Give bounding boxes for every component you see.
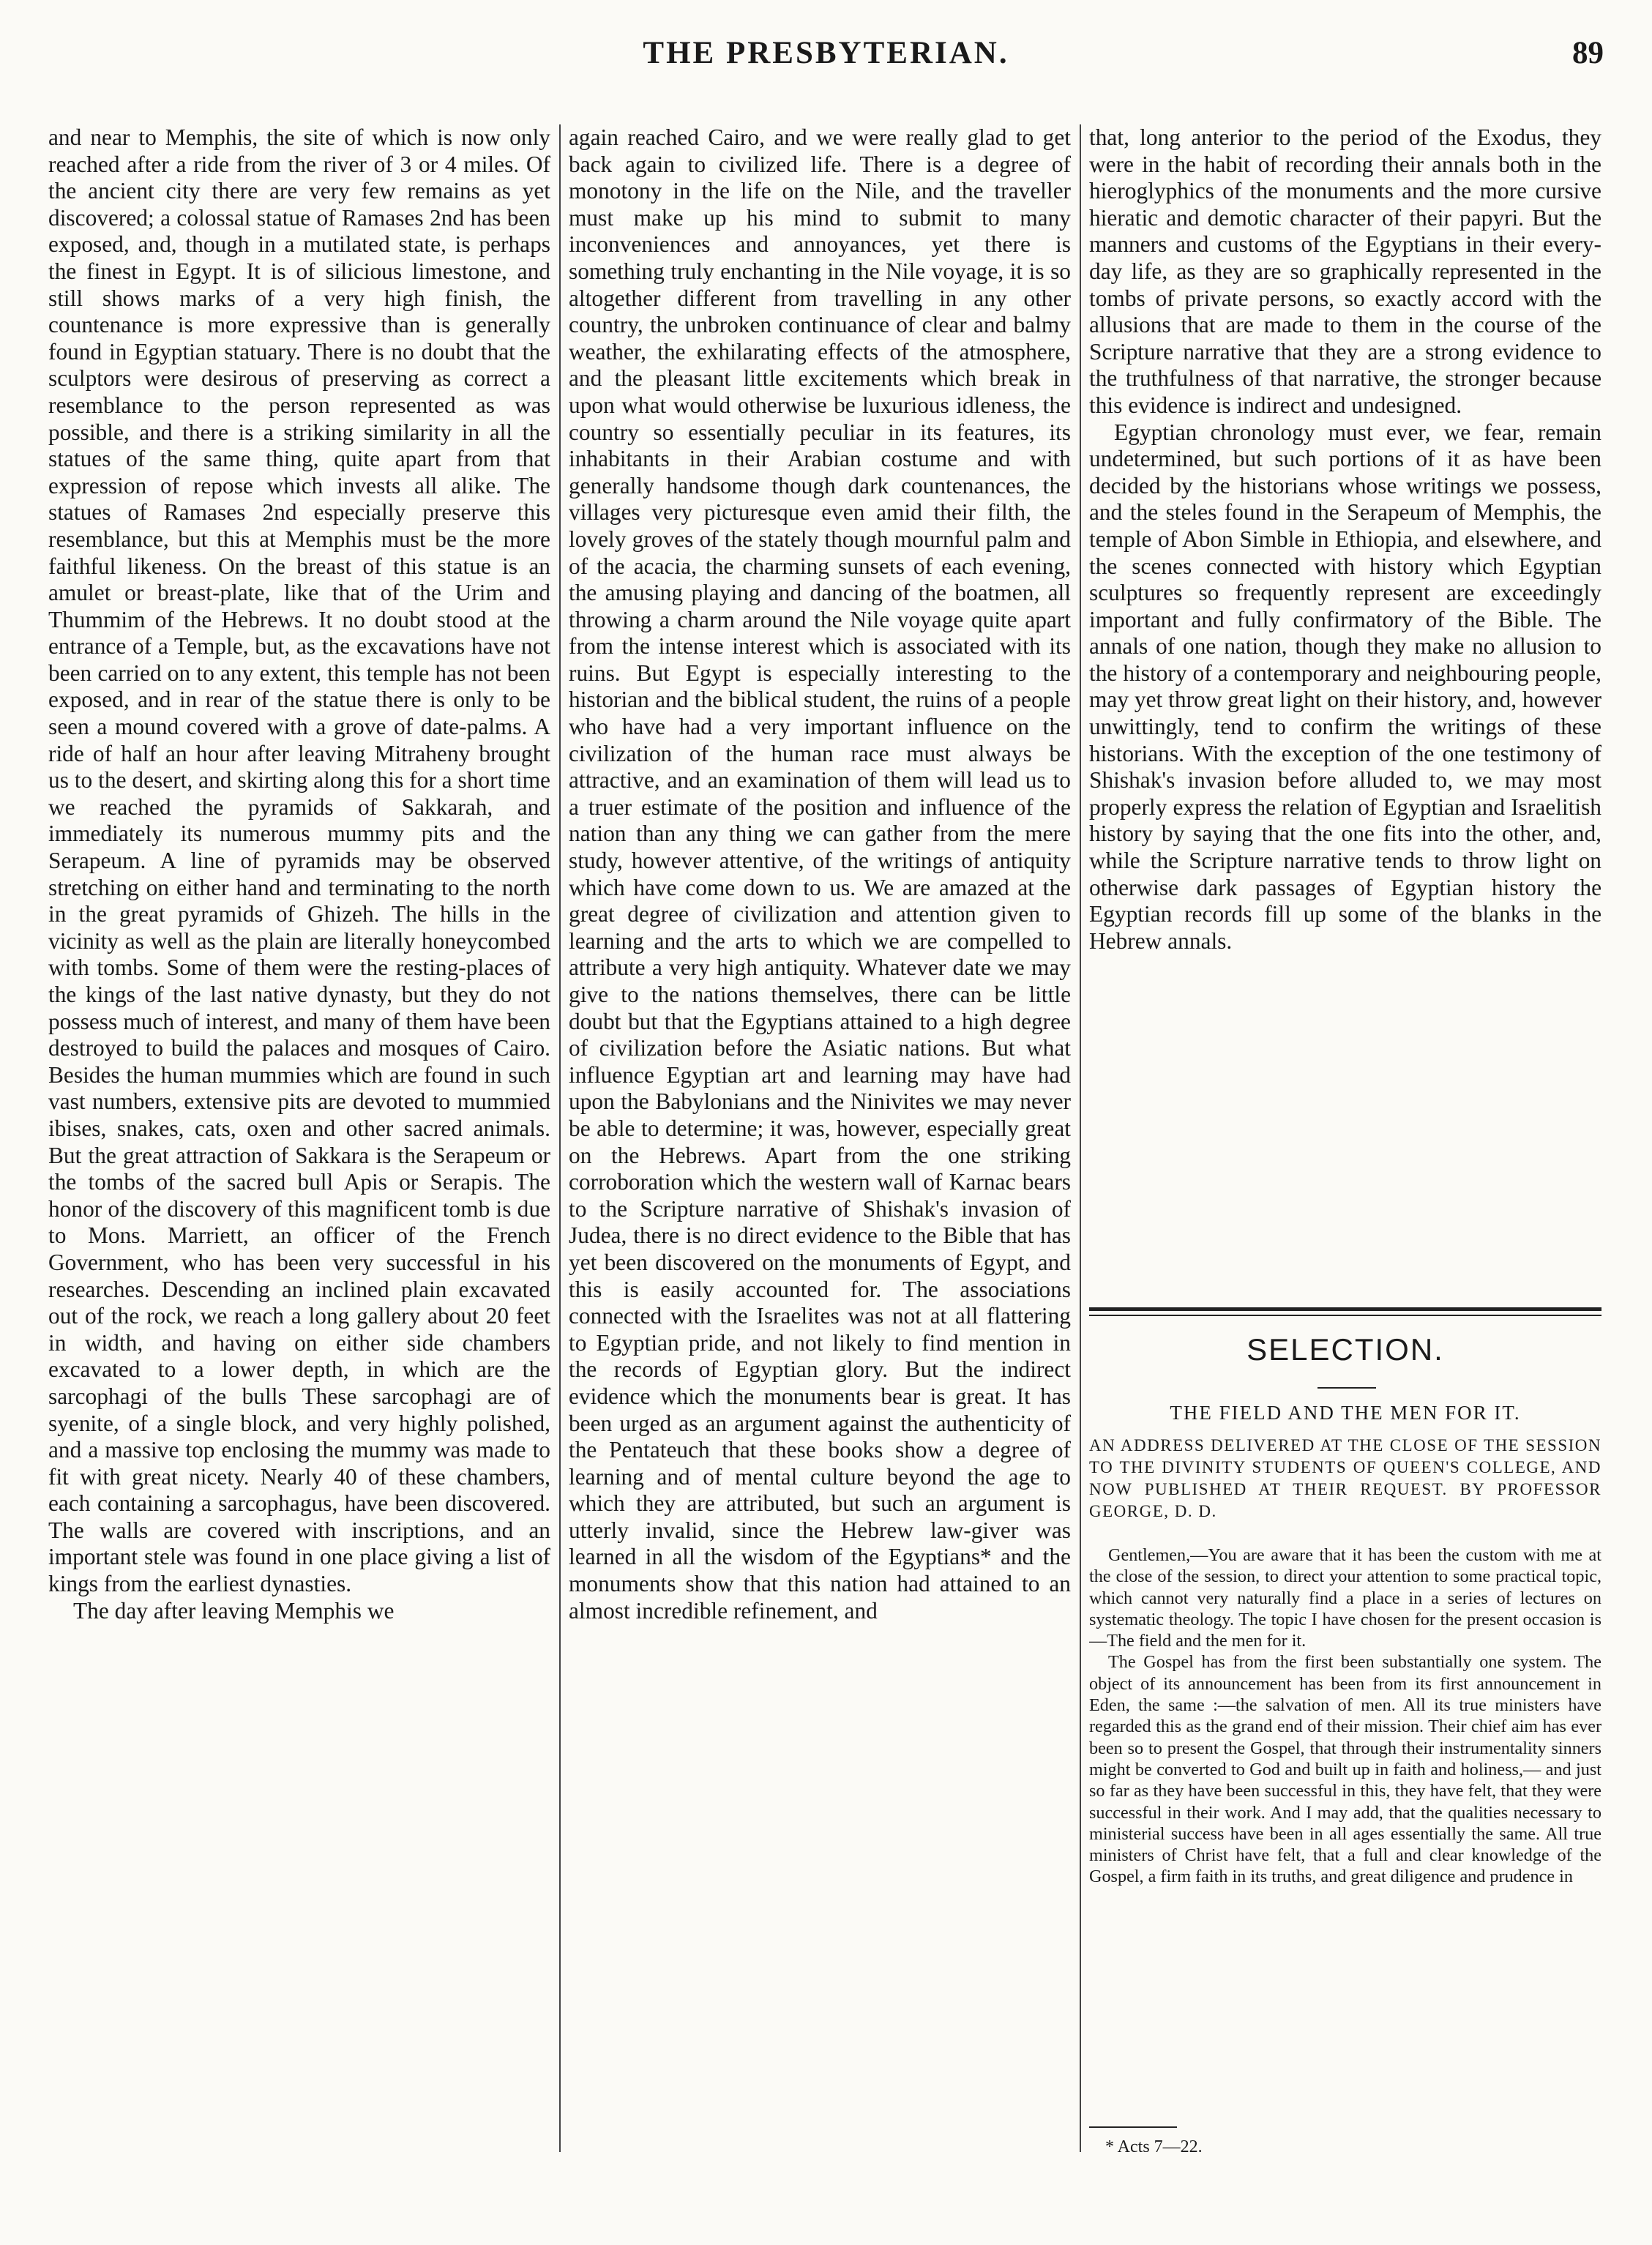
column-rule — [559, 124, 561, 2152]
column-1 — [48, 124, 550, 2174]
section-rule — [1089, 1307, 1601, 1311]
paragraph: The day after leaving Memphis we — [73, 1597, 395, 1624]
section-rule — [1089, 1315, 1601, 1316]
running-title: THE PRESBYTERIAN. — [643, 36, 1009, 70]
footnote-rule — [1089, 2126, 1177, 2128]
running-head — [0, 35, 1652, 86]
paragraph: and near to Memphis, the site of which is now only reached after a ride from the river of 3 or 4 miles. Of the ancient city there are very few remains as yet discovered; a colossal statue of Ramases 2nd has been exposed, and, though in a mutilated state, is perhaps the finest in Egypt. It is of silicious limestone, and still shows marks of a very high finish, the countenance is more expressive than is generally found in Egyptian statuary. There is no doubt that the sculptors were desirous of preserving as correct a resemblance to the person represented as was possible, and there is a striking similarity in all the statues of the same thing, quite apart from that expression of repose which invests all alike. The statues of Ramases 2nd especially preserve this resemblance, but this at Memphis must be the more faithful likeness. On the breast of this statue is an amulet or breast-plate, like that of the Urim and Thummim of the Hebrews. It no doubt stood at the entrance of a Temple, but, as the excavations have not been carried on to any extent, this temple has not been exposed, and in rear of the statue there is only to be seen a mound covered with a grove of date-palms. A ride of half an hour after leaving Mitraheny brought us to the desert, and skirting along this for a short time we reached the pyramids of Sakkarah, and immediately its numerous mummy pits and the Serapeum. A line of pyramids may be observed stretching on either hand and terminating to the north in the great pyramids of Ghizeh. The hills in the vicinity as well as the plain are literally honeycombed with tombs. Some of them were the resting-places of the kings of the last native dynasty, but they do not possess much of interest, and many of them have been destroyed to build the palaces and mosques of Cairo. Besides the human mummies which are found in such vast numbers, extensive pits are devoted to mummied ibises, snakes, cats, oxen and other sacred animals. But the great attraction of Sakkara is the Serapeum or the tombs of the sacred bull Apis or Serapis. The honor of the discovery of this magnificent tomb is due to Mons. Marriett, an officer of the French Government, who has been very successful in his researches. Descending an inclined plain excavated out of the rock, we reach a long gallery about 20 feet in width, and having on either side chambers excavated to a lower depth, in which are the sarcophagi of the bulls These sarcophagi are of syenite, of a single block, and very highly polished, and a massive top enclosing the mummy was made to fit with great nicety. Nearly 40 of these chambers, each containing a sarcophagus, have been discovered. The walls are covered with inscriptions, and an important stele was found in one place giving a list of kings from the earliest dynasties. — [48, 124, 550, 1597]
column-rule — [1080, 124, 1081, 2152]
footnote: * Acts 7—22. — [1105, 2137, 1203, 2156]
article-title: THE FIELD AND THE MEN FOR IT. — [1170, 1402, 1521, 1424]
paragraph: Gentlemen,—You are aware that it has been the custom with me at the close of the session, to direct your attention to some practical topic, which cannot very naturally find a place in a series of lectures on systematic theology. The topic I have chosen for the present occasion is —The field and the men for it. — [1089, 1545, 1601, 1651]
column-3 — [1089, 124, 1601, 1281]
paragraph: that, long anterior to the period of the Exodus, they were in the habit of recording their annals both in the hieroglyphics of the monuments and the more cursive hieratic and demotic character of their papyri. But the manners and customs of the Egyptians in their every-day life, as they are so graphically represented in the tombs of private persons, so exactly accord with the allusions that are made to them in the course of the Scripture narrative that they are a strong evidence to the truthfulness of that narrative, the stronger because this evidence is indirect and undesigned. — [1089, 124, 1601, 418]
article-byline: AN ADDRESS DELIVERED AT THE CLOSE OF THE SESSION TO THE DIVINITY STUDENTS OF QUEEN'S COLLEGE, AND NOW PUBLISHED AT THEIR REQUEST. BY PROFESSOR GEORGE, D. D. — [1089, 1436, 1601, 1520]
column-2 — [569, 124, 1071, 2174]
section-heading: SELECTION. — [1247, 1332, 1444, 1367]
paragraph: Egyptian chronology must ever, we fear, remain undetermined, but such portions of it as have been decided by the historians whose writings we possess, and the steles found in the Serapeum of Memphis, the temple of Abon Simble in Ethiopia, and elsewhere, and the scenes connected with history which Egyptian sculptures so frequently represent are exceedingly important and fully confirmatory of the Bible. The annals of one nation, though they make no allusion to the history of a contemporary and neighbouring people, may yet throw great light on their history, and, however unwittingly, tend to confirm the writings of these historians. With the exception of the one testimony of Shishak's invasion before alluded to, we may most properly express the relation of Egyptian and Israelitish history by saying that the one fits into the other, and, while the Scripture narrative tends to throw light on otherwise dark passages of Egyptian history the Egyptian records fill up some of the blanks in the Hebrew annals. — [1089, 419, 1601, 954]
paragraph: The Gospel has from the first been substantially one system. The object of its announcement has been from its first announcement in Eden, the same :—the salvation of men. All its true ministers have regarded this as the grand end of their mission. Their chief aim has ever been so to present the Gospel, that through their instrumentality sinners might be converted to God and built up in faith and holiness,— and just so far as they have been successful in this, they have felt, that they were successful in their work. And I may add, that the qualities necessary to ministerial success have been in all ages essentially the same. All true ministers of Christ have felt, that a full and clear knowledge of the Gospel, a firm faith in its truths, and great diligence and prudence in — [1089, 1652, 1601, 1887]
short-rule — [1318, 1387, 1376, 1389]
page-number: 89 — [1572, 36, 1604, 70]
paragraph: again reached Cairo, and we were really glad to get back again to civilized life. There is a degree of monotony in the life on the Nile, and the traveller must make up his mind to submit to many inconveniences and annoyances, yet there is something truly enchanting in the Nile voyage, it is so altogether different from travelling in any other country, the unbroken continuance of clear and balmy weather, the exhilarating effects of the atmosphere, and the pleasant little excitements which break in upon what would otherwise be luxurious idleness, the country so essentially peculiar in its features, its inhabitants in their Arabian costume and with generally handsome though dark countenances, the villages very picturesque even amid their filth, the lovely groves of the stately though mournful palm and of the acacia, the charming sunsets of each evening, the amusing playing and dancing of the boatmen, all throwing a charm around the Nile voyage quite apart from the intense interest which is associated with its ruins. But Egypt is especially interesting to the historian and the biblical student, the ruins of a people who have had a very important influence on the civilization of the human race must always be attractive, and an examination of them will lead us to a truer estimate of the position and influence of the nation than any thing we can gather from the mere study, however attentive, of the writings of antiquity which have come down to us. We are amazed at the great degree of civilization and attention given to learning and the arts to which we are compelled to attribute a very high antiquity. Whatever date we may give to the nations themselves, there can be little doubt but that the Egyptians attained to a high degree of civilization before the Asiatic nations. But what influence Egyptian art and learning may have had upon the Babylonians and the Ninivites we may never be able to determine; it was, however, especially great on the Hebrews. Apart from the one striking corroboration which the western wall of Karnac bears to the Scripture narrative of Shishak's invasion of Judea, there is no direct evidence to the Bible that has yet been discovered on the monuments of Egypt, and this is easily accounted for. The associations connected with the Israelites was not at all flattering to Egyptian pride, and not likely to find mention in the records of Egyptian glory. But the indirect evidence which the monuments bear is great. It has been urged as an argument against the authenticity of the Pentateuch that these books show a degree of learning and of mental culture beyond the age to which they are attributed, but such an argument is utterly invalid, since the Hebrew law-giver was learned in all the wisdom of the Egyptians* and the monuments show that this nation had attained to an almost incredible refinement, and — [569, 124, 1071, 1624]
article-body — [1089, 1544, 1601, 2101]
